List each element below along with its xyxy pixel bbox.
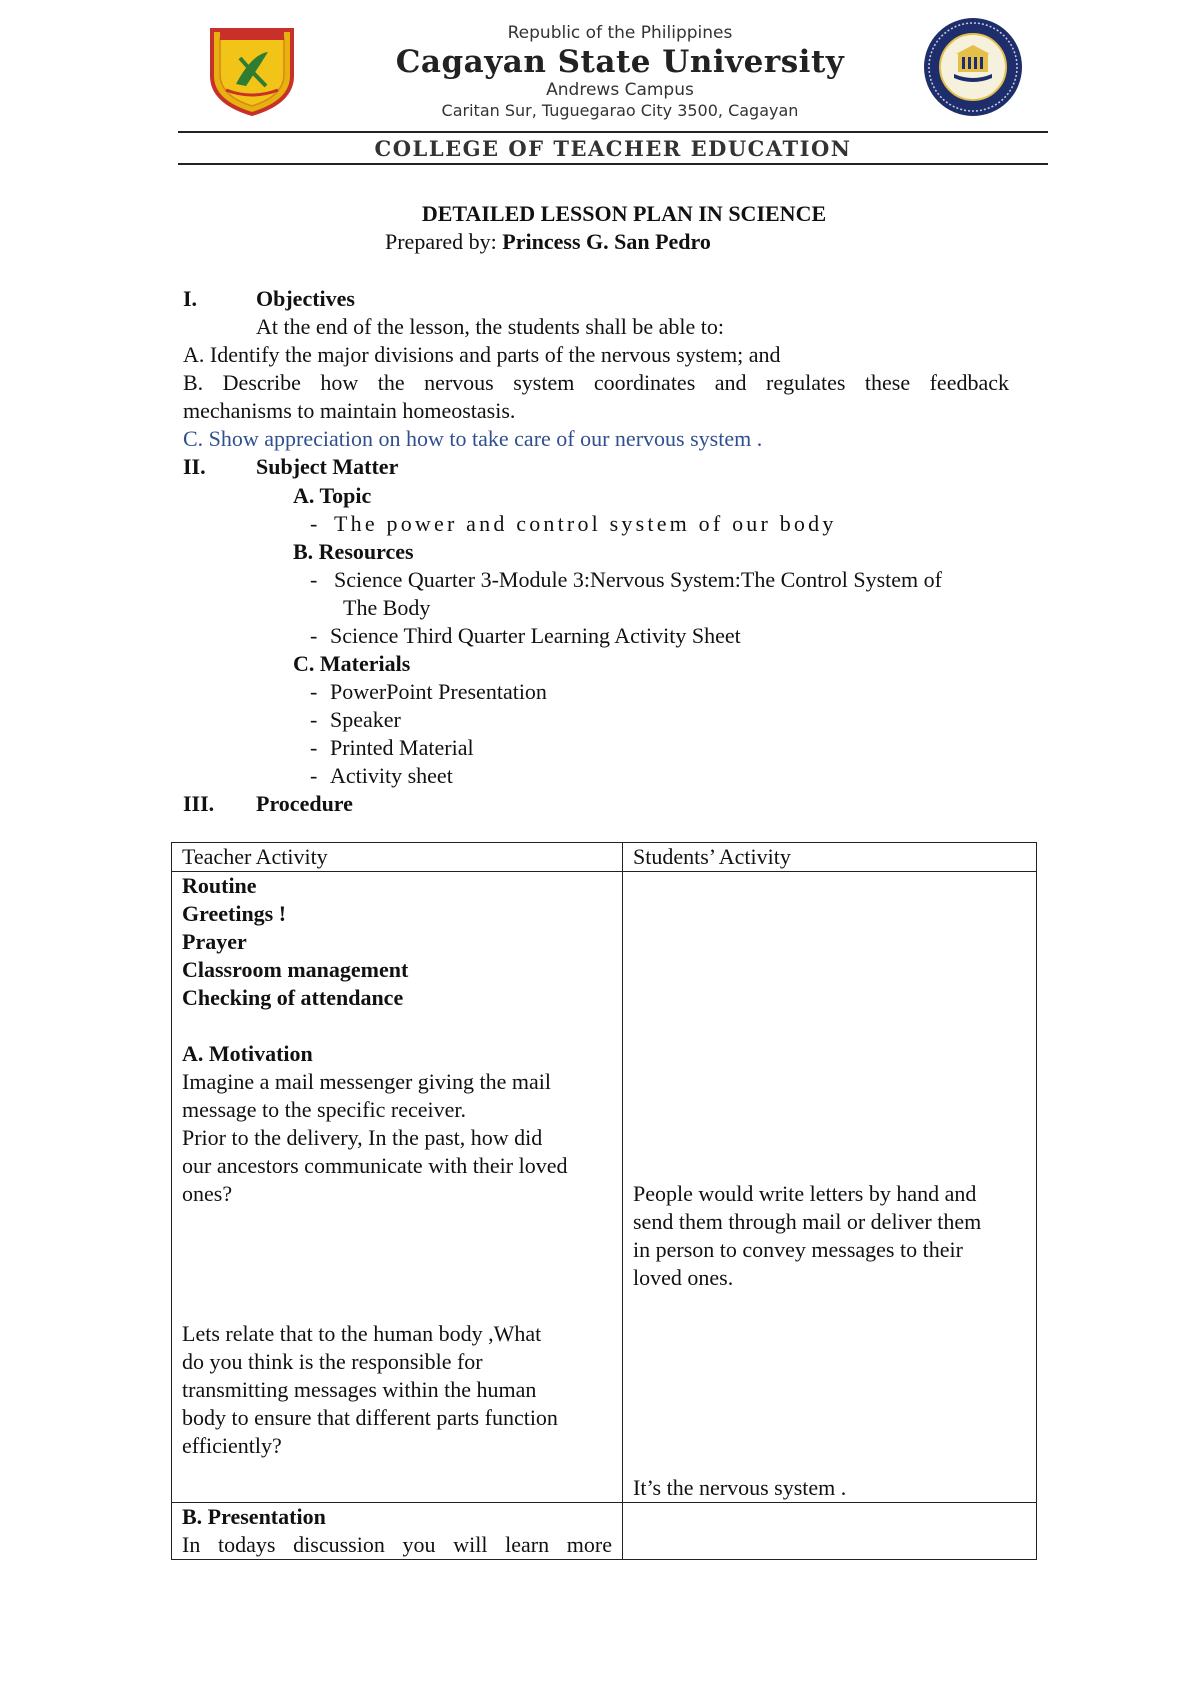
material-dash: - [310,707,318,732]
address-line: Caritan Sur, Tuguegarao City 3500, Cagayan [441,101,799,120]
table-header-row [172,843,1037,872]
objectives-number: I. [183,286,198,311]
objectives-heading: Objectives [256,286,355,311]
relate-line: do you think is the responsible for [182,1349,483,1374]
material-item: Speaker [330,707,401,732]
presentation-line: In todays discussion you will learn more [182,1532,612,1557]
table-row [172,872,1037,1503]
student-answer-line: in person to convey messages to their [633,1237,963,1262]
material-item: Printed Material [330,735,474,760]
preparer-name: Princess G. San Pedro [502,229,711,254]
objective-a: A. Identify the major divisions and parts of the nervous system; and [183,342,781,367]
routine-line: Greetings ! [182,901,287,926]
procedure-table [171,842,1037,1560]
motivation-heading: A. Motivation [182,1041,313,1066]
resource2: Science Third Quarter Learning Activity Sheet [330,623,741,648]
routine-line: Prayer [182,929,247,954]
materials-heading: C. Materials [293,651,411,676]
routine-line: Checking of attendance [182,985,404,1010]
routine-line: Classroom management [182,957,409,982]
letterhead [380,22,860,121]
material-dash: - [310,763,318,788]
republic-line: Republic of the Philippines [507,23,733,43]
presentation-student-cell [623,1503,1037,1560]
objective-b-line2: mechanisms to maintain homeostasis. [183,398,516,423]
student-answer-line: People would write letters by hand and [633,1181,977,1206]
document-title: DETAILED LESSON PLAN IN SCIENCE [421,201,827,226]
prepared-label: Prepared by: [385,229,497,254]
motivation-line: message to the specific receiver. [182,1097,467,1122]
topic-dash: - [310,511,318,536]
motivation-line: our ancestors communicate with their loved [182,1153,568,1178]
relate-line: efficiently? [182,1433,282,1458]
students-activity-cell [623,872,1037,1503]
topic-heading: A. Topic [293,483,372,508]
topic-text: The power and control system of our body [334,511,837,536]
procedure-heading: Procedure [256,791,353,816]
material-dash: - [310,679,318,704]
motivation-line: Prior to the delivery, In the past, how did [182,1125,543,1150]
motivation-line: Imagine a mail messenger giving the mail [182,1069,552,1094]
student-answer-2: It’s the nervous system . [633,1475,847,1500]
resource2-dash: - [310,623,318,648]
university-name: Cagayan State University [395,44,845,80]
presentation-heading: B. Presentation [182,1504,326,1529]
objective-c: C. Show appreciation on how to take care of our nervous system . [183,426,763,451]
teacher-activity-cell [172,872,623,1503]
objective-b-line1: B. Describe how the nervous system coordinates and regulates these feedback [183,370,1009,395]
material-item: PowerPoint Presentation [330,679,547,704]
student-answer-line: send them through mail or deliver them [633,1209,982,1234]
resource1-line1: Science Quarter 3-Module 3:Nervous System:The Control System of [334,567,942,592]
objectives-intro: At the end of the lesson, the students shall be able to: [256,314,725,339]
student-answer-line: loved ones. [633,1265,734,1290]
table-row [172,1503,1037,1560]
campus-name: Andrews Campus [546,80,694,100]
college-name: COLLEGE OF TEACHER EDUCATION [374,136,852,161]
relate-line: transmitting messages within the human [182,1377,537,1402]
relate-line: body to ensure that different parts function [182,1405,558,1430]
college-of-teacher-education-seal [922,16,1024,118]
resources-heading: B. Resources [293,539,414,564]
prepared-by [385,229,711,255]
students-activity-header: Students’ Activity [623,843,1037,872]
header-rule-bottom [178,163,1048,165]
relate-line: Lets relate that to the human body ,What [182,1321,542,1346]
header-rule-top [178,131,1048,133]
routine-line: Routine [182,873,257,898]
resource1-dash: - [310,567,318,592]
material-dash: - [310,735,318,760]
material-item: Activity sheet [330,763,453,788]
presentation-cell [172,1503,623,1560]
csu-seal-logo [206,24,298,116]
subject-matter-heading: Subject Matter [256,454,399,479]
resource1-line2: The Body [343,595,431,620]
procedure-number: III. [183,791,215,816]
subject-matter-number: II. [183,454,206,479]
motivation-line: ones? [182,1181,233,1206]
teacher-activity-header: Teacher Activity [172,843,623,872]
